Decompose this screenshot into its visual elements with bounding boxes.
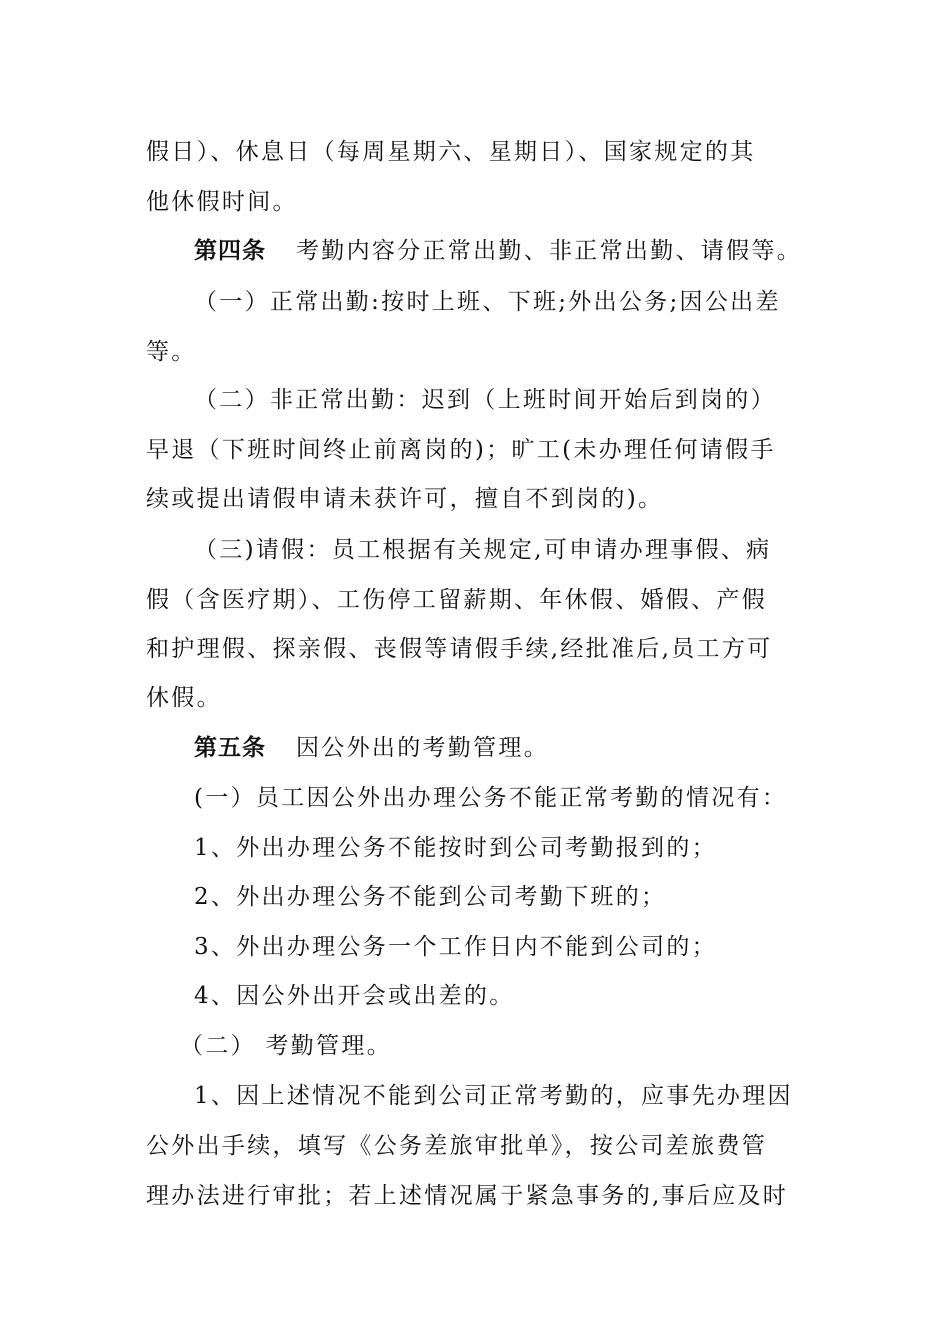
text-line: 假日）、休息日（每周星期六、星期日）、国家规定的其: [146, 139, 756, 165]
text-line: （二） 考勤管理。: [180, 1033, 393, 1059]
article-4-line: [194, 235, 806, 267]
list-item: 2、外出办理公务不能到公司考勤下班的；: [194, 884, 667, 910]
article-5-text: 因公外出的考勤管理。: [296, 735, 549, 761]
article-5-heading: 第五条: [194, 734, 266, 761]
text-line: 休假。: [146, 685, 222, 711]
text-line: 和护理假、探亲假、丧假等请假手续,经批准后,员工方可: [146, 636, 773, 662]
text-line: （一）正常出勤:按时上班、下班;外出公务;因公出差: [194, 289, 781, 315]
text-line: 假（含医疗期）、工伤停工留薪期、年休假、婚假、产假: [146, 587, 767, 613]
article-5-line: [194, 732, 806, 764]
text-line: 他休假时间。: [146, 189, 298, 215]
text-line: 等。: [146, 339, 197, 365]
text-line: 理办法进行审批；若上述情况属于紧急事务的,事后应及时: [146, 1183, 789, 1209]
text-line: （二）非正常出勤：迟到（上班时间开始后到岗的）: [194, 387, 776, 413]
text-line: (一）员工因公外出办理公务不能正常考勤的情况有：: [194, 785, 788, 811]
list-item: 4、因公外出开会或出差的。: [194, 983, 515, 1009]
article-4-text: 考勤内容分正常出勤、非正常出勤、请假等。: [296, 238, 802, 264]
list-item: 1、因上述情况不能到公司正常考勤的，应事先办理因: [194, 1083, 793, 1109]
list-item: 1、外出办理公务不能按时到公司考勤报到的；: [194, 835, 717, 861]
text-line: 续或提出请假申请未获许可，擅自不到岗的)。: [146, 486, 664, 512]
list-item: 3、外出办理公务一个工作日内不能到公司的；: [194, 934, 717, 960]
text-line: 早退（下班时间终止前离岗的)；旷工(未办理任何请假手: [146, 437, 776, 463]
text-line: （三)请假：员工根据有关规定,可申请办理事假、病: [194, 537, 772, 563]
article-4-heading: 第四条: [194, 237, 266, 264]
text-line: 公外出手续，填写《公务差旅审批单》，按公司差旅费管: [146, 1133, 767, 1159]
